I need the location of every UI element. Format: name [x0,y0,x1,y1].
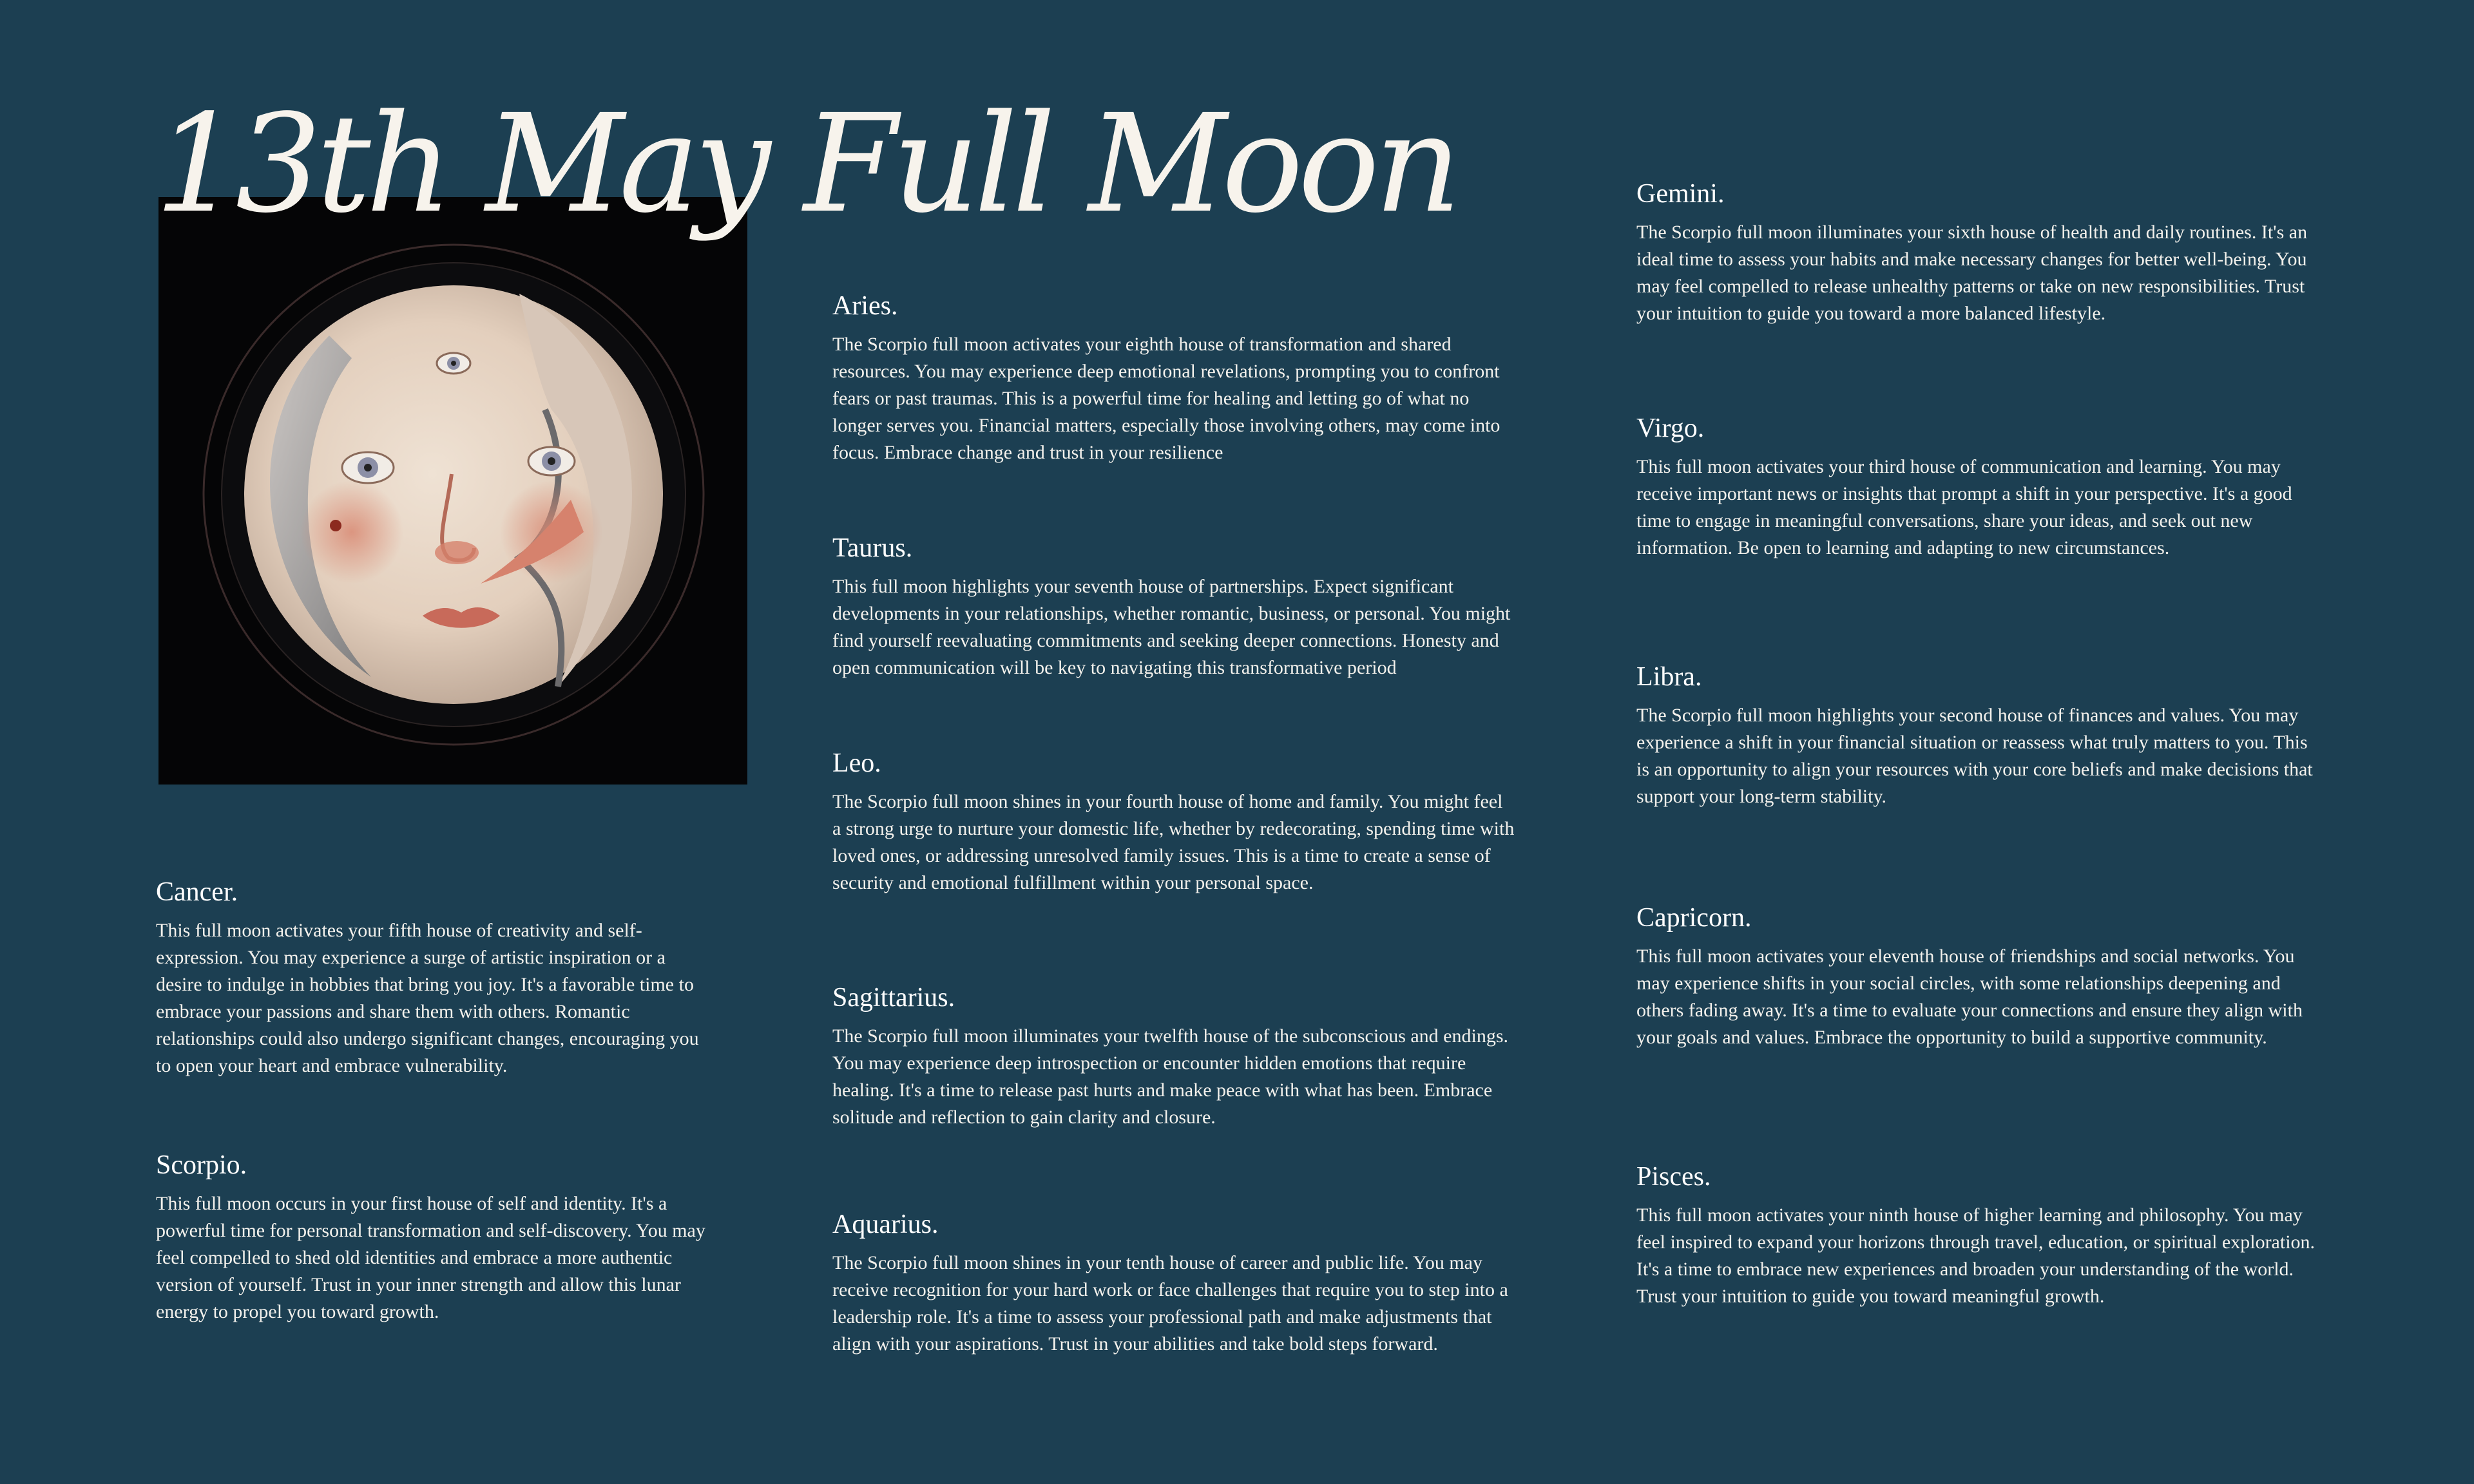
sign-description: This full moon activates your eleventh house of friendships and social networks. You may experience shifts in your social circles, with some relationships deepening and others fading away. It's a time to evaluate your connections and ensure they align with your goals and values. Embrace the opportunity to build a supportive community. [1636,946,2303,1049]
sign-aquarius [832,1208,1528,1358]
sign-heading: Sagittarius. [832,983,955,1013]
sign-description: The Scorpio full moon activates your eighth house of transformation and shared resources. You may experience deep emotional revelations, prompting you to confront fears or past traumas. This is a powerful time for healing and letting go of what no longer serves you. Financial matters, especially those involving others, may come into focus. Embrace change and trust in your resilience [832,334,1501,464]
sign-heading: Pisces. [1636,1162,1711,1192]
moon-face-illustration [158,197,747,785]
sign-gemini [1636,178,2319,327]
sign-leo [832,747,1515,897]
sign-heading: Capricorn. [1636,903,1752,933]
sign-heading: Taurus. [832,533,913,563]
sign-heading: Gemini. [1636,179,1725,209]
sign-description: This full moon highlights your seventh house of partnerships. Expect significant developments in your relationships, whether romantic, business, or personal. You might find yourself reevaluating commitments and seeking deeper connections. Honesty and open communication will be key to navigating this transformative period [832,576,1511,679]
sign-description: The Scorpio full moon shines in your fourth house of home and family. You might feel a strong urge to nurture your domestic life, whether by redecorating, spending time with loved ones, or addressing unresolved family issues. This is a time to create a sense of security and emotional fulfillment within your personal space. [832,791,1515,894]
moon-illustration [158,197,747,785]
sign-description: The Scorpio full moon highlights your second house of finances and values. You may experience a shift in your financial situation or reassess what truly matters to you. This is an opportunity to align your resources with your core beliefs and make decisions that support your long-term stability. [1636,705,2313,808]
sign-scorpio [156,1149,710,1326]
sign-capricorn [1636,902,2319,1051]
sign-heading: Scorpio. [156,1150,247,1180]
sign-taurus [832,532,1515,681]
sign-description: This full moon activates your fifth house of creativity and self-expression. You may experience a surge of artistic inspiration or a desire to indulge in hobbies that bring you joy. It's a favorable time to embrace your passions and share them with others. Romantic relationships could also undergo significant changes, encouraging you to open your heart and embrace vulnerability. [156,920,699,1077]
sign-heading: Aries. [832,291,898,321]
sign-heading: Libra. [1636,662,1702,692]
sign-heading: Leo. [832,748,881,778]
sign-aries [832,290,1515,466]
sign-description: The Scorpio full moon illuminates your twelfth house of the subconscious and endings. You may experience deep introspection or encounter hidden emotions that require healing. It's a time to release past hurts and make peace with what has been. Embrace solitude and reflection to gain clarity and closure. [832,1025,1509,1128]
sign-description: This full moon activates your third house of communication and learning. You may receive important news or insights that prompt a shift in your perspective. It's a good time to engage in meaningful conversations, share your ideas, and seek out new information. Be open to learning and adapting to new circumstances. [1636,456,2292,559]
sign-description: The Scorpio full moon shines in your tenth house of career and public life. You may receive recognition for your hard work or face challenges that require you to step into a leadership role. It's a time to assess your professional path and make adjustments that align with your aspirations. Trust in your abilities and take bold steps forward. [832,1252,1508,1355]
sign-sagittarius [832,982,1515,1131]
sign-virgo [1636,412,2319,562]
sign-pisces [1636,1161,2332,1310]
sign-description: The Scorpio full moon illuminates your sixth house of health and daily routines. It's an ideal time to assess your habits and make necessary changes for better well-being. You may feel compelled to release unhealthy patterns or take on new responsibilities. Trust your intuition to guide you toward a more balanced lifestyle. [1636,222,2308,325]
page-title: 13th May Full Moon [155,85,1457,243]
sign-libra [1636,661,2319,810]
sign-heading: Aquarius. [832,1210,939,1239]
sign-cancer [156,876,710,1080]
sign-description: This full moon activates your ninth house of higher learning and philosophy. You may feel inspired to expand your horizons through travel, education, or spiritual exploration. It's a time to embrace new experiences and broaden your understanding of the world. Trust your intuition to guide you toward meaningful growth. [1636,1204,2316,1308]
sign-description: This full moon occurs in your first house of self and identity. It's a powerful time for personal transformation and self-discovery. You may feel compelled to shed old identities and embrace a more authentic version of yourself. Trust in your inner strength and allow this lunar energy to propel you toward growth. [156,1193,705,1323]
sign-heading: Cancer. [156,877,238,907]
sign-heading: Virgo. [1636,414,1705,443]
